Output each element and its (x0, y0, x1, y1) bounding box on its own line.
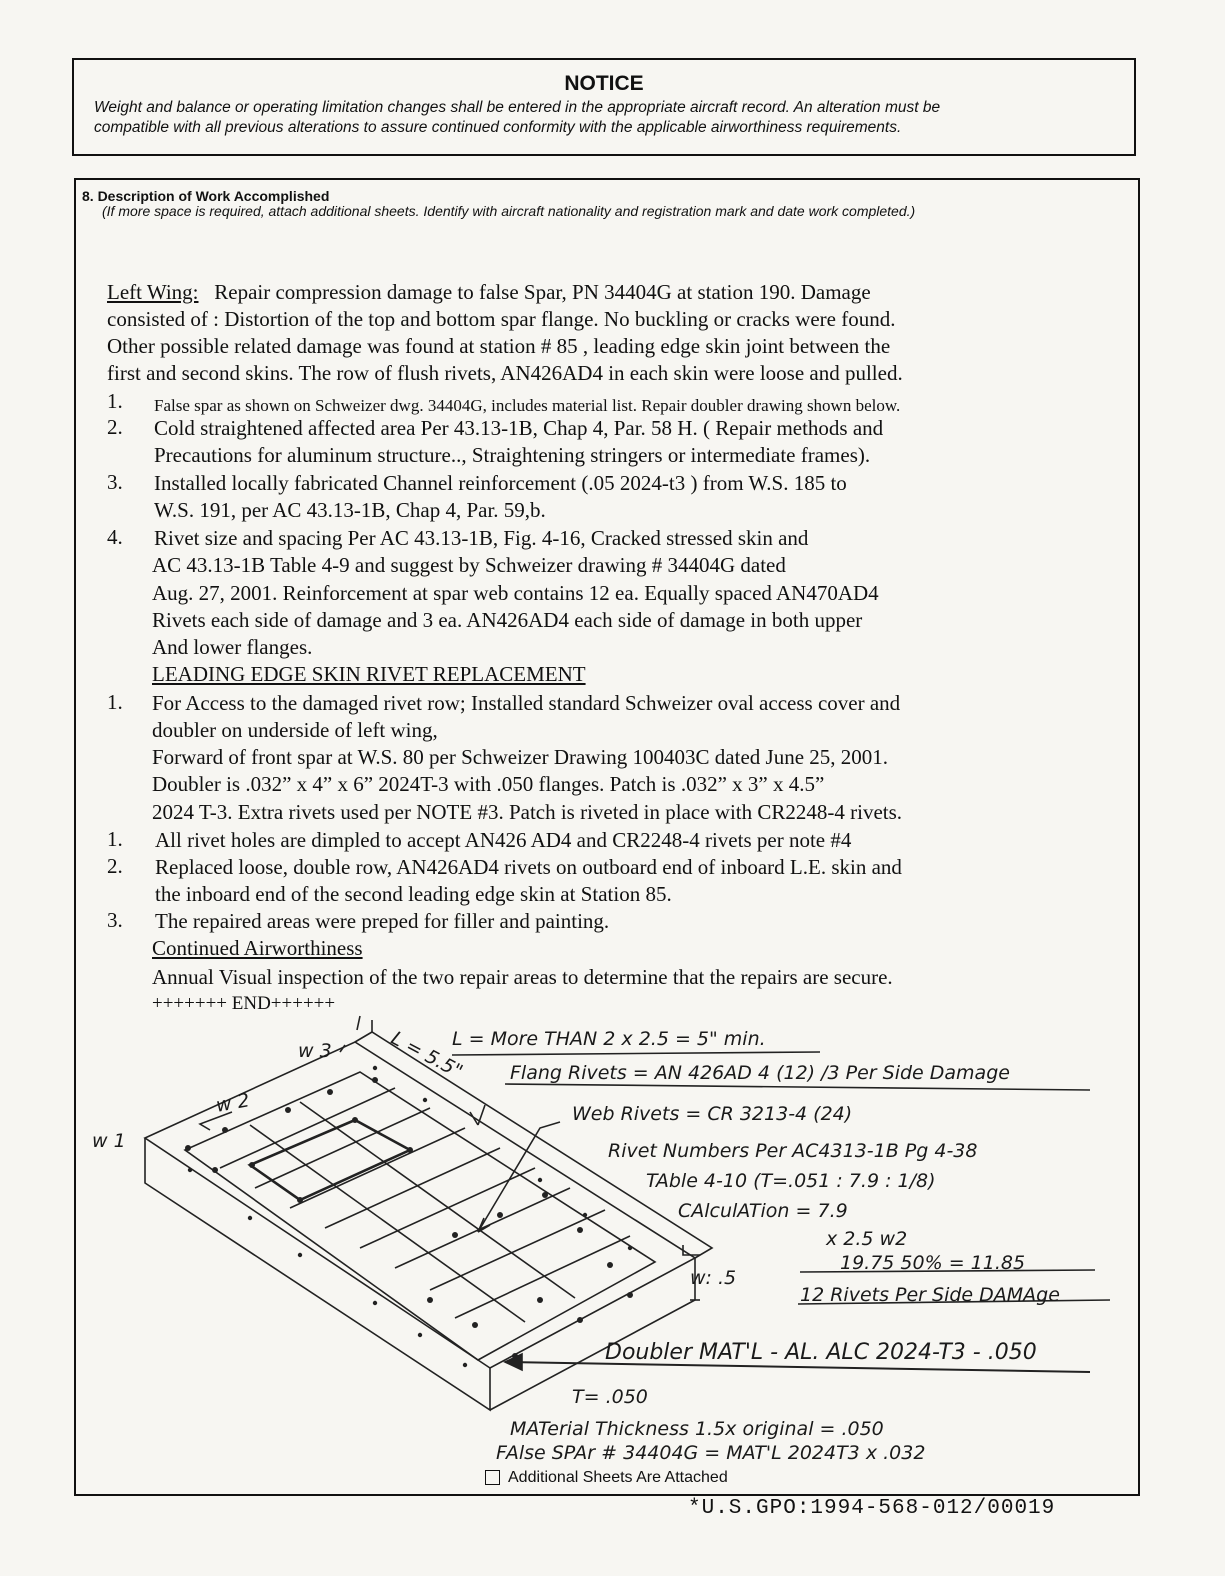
additional-sheets-label: Additional Sheets Are Attached (508, 1469, 728, 1486)
item-line: AC 43.13-1B Table 4-9 and suggest by Schweizer drawing # 34404G dated (152, 553, 786, 577)
w2-label: w 2 (214, 1089, 252, 1117)
w-dimension-label: w: .5 (690, 1267, 737, 1289)
paragraph-line: Other possible related damage was found at station # 85 , leading edge skin joint between the (107, 334, 891, 358)
notice-text-line: Weight and balance or operating limitation changes shall be entered in the appropriate aircraft record. An alteration must be (94, 99, 941, 116)
calculation-label: CAlculATion = 7.9 (678, 1200, 848, 1222)
material-thickness-note: MATerial Thickness 1.5x original = .050 (510, 1418, 884, 1440)
w3-label: w 3 (298, 1040, 332, 1062)
continued-airworthiness-text: Annual Visual inspection of the two repair areas to determine that the repairs are secure. (152, 965, 893, 989)
section-title: 8. Description of Work Accomplished (82, 188, 330, 204)
item-line: doubler on underside of left wing, (152, 718, 438, 742)
calculation-result: 19.75 50% = 11.85 (840, 1252, 1026, 1274)
thickness-label: T= .050 (572, 1386, 648, 1408)
length-formula-note: L = More THAN 2 x 2.5 = 5" min. (452, 1028, 766, 1050)
doubler-material-note: Doubler MAT'L - AL. ALC 2024-T3 - .050 (605, 1340, 1037, 1365)
rivet-dots (185, 1066, 633, 1367)
item-line: False spar as shown on Schweizer dwg. 34404G, includes material list. Repair doubler drawing shown below. (154, 396, 901, 415)
item-number: 2. (107, 854, 123, 878)
length-dimension-label: L = 5.5" (387, 1027, 467, 1083)
rivets-per-side-note: 12 Rivets Per Side DAMAge (800, 1284, 1060, 1306)
section-subtitle: (If more space is required, attach additional sheets. Identify with aircraft nationality and registration mark and date work completed.) (102, 203, 916, 219)
item-line: Aug. 27, 2001. Reinforcement at spar web contains 12 ea. Equally spaced AN470AD4 (152, 581, 879, 605)
item-line: Rivet size and spacing Per AC 43.13-1B, Fig. 4-16, Cracked stressed skin and (154, 526, 809, 550)
gpo-code: *U.S.GPO:1994-568-012/00019 (688, 1497, 1056, 1520)
item-line: 2024 T-3. Extra rivets used per NOTE #3. Patch is riveted in place with CR2248-4 rivets. (152, 800, 903, 824)
additional-sheets-checkbox[interactable] (485, 1470, 500, 1485)
notice-title: NOTICE (564, 72, 644, 95)
item-line: And lower flanges. (152, 635, 313, 659)
item-line: Installed locally fabricated Channel reinforcement (.05 2024-t3 ) from W.S. 185 to (154, 471, 847, 495)
doubler-front-face (145, 1138, 490, 1410)
damage-area (250, 1120, 410, 1200)
w1-label: w 1 (92, 1130, 126, 1152)
false-spar-material-note: FAlse SPAr # 34404G = MAT'L 2024T3 x .032 (496, 1442, 926, 1464)
item-line: Cold straightened affected area Per 43.13-1B, Chap 4, Par. 58 H. ( Repair methods and (154, 416, 884, 440)
item-line: Forward of front spar at W.S. 80 per Schweizer Drawing 100403C dated June 25, 2001. (152, 745, 889, 769)
item-line: The repaired areas were preped for filler and painting. (155, 909, 610, 933)
item-line: the inboard end of the second leading edge skin at Station 85. (155, 882, 672, 906)
item-line: All rivet holes are dimpled to accept AN426 AD4 and CR2248-4 rivets per note #4 (155, 828, 852, 852)
item-number: 3. (107, 908, 123, 932)
item-number: 1. (107, 827, 123, 851)
item-line: Precautions for aluminum structure.., Straightening stringers or intermediate frames). (154, 443, 871, 467)
item-number: 3. (107, 470, 123, 494)
paragraph-text: Repair compression damage to false Spar, PN 34404G at station 190. Damage (214, 280, 871, 304)
rivet-numbers-note: Rivet Numbers Per AC4313-1B Pg 4-38 (608, 1140, 978, 1162)
calculation-multiplier: x 2.5 w2 (826, 1228, 908, 1250)
item-line: Rivets each side of damage and 3 ea. AN426AD4 each side of damage in both upper (152, 608, 863, 632)
table-reference-note: TAble 4-10 (T=.051 : 7.9 : 1/8) (646, 1170, 936, 1192)
item-line: W.S. 191, per AC 43.13-1B, Chap 4, Par. 59,b. (154, 498, 546, 522)
item-line: Doubler is .032” x 4” x 6” 2024T-3 with .050 flanges. Patch is .032” x 3” x 4.5” (152, 772, 825, 796)
notice-text-line: compatible with all previous alterations to assure continued conformity with the applicable airworthiness requirements. (94, 119, 902, 136)
web-rivets-note: Web Rivets = CR 3213-4 (24) (572, 1103, 853, 1125)
left-wing-label: Left Wing: (107, 280, 199, 304)
item-number: 1. (107, 389, 123, 413)
paragraph-line: consisted of : Distortion of the top and bottom spar flange. No buckling or cracks were found. (107, 307, 896, 331)
leading-edge-heading: LEADING EDGE SKIN RIVET REPLACEMENT (152, 662, 586, 686)
item-number: 2. (107, 415, 123, 439)
continued-airworthiness-heading: Continued Airworthiness (152, 936, 363, 960)
item-line: For Access to the damaged rivet row; Installed standard Schweizer oval access cover and (152, 691, 901, 715)
item-number: 1. (107, 690, 123, 714)
end-marker: +++++++ END++++++ (152, 993, 336, 1014)
flange-rivets-note: Flang Rivets = AN 426AD 4 (12) /3 Per Side Damage (510, 1062, 1010, 1084)
paragraph-line: first and second skins. The row of flush rivets, AN426AD4 in each skin were loose and pulled. (107, 361, 903, 385)
item-line: Replaced loose, double row, AN426AD4 rivets on outboard end of inboard L.E. skin and (155, 855, 902, 879)
item-number: 4. (107, 525, 123, 549)
